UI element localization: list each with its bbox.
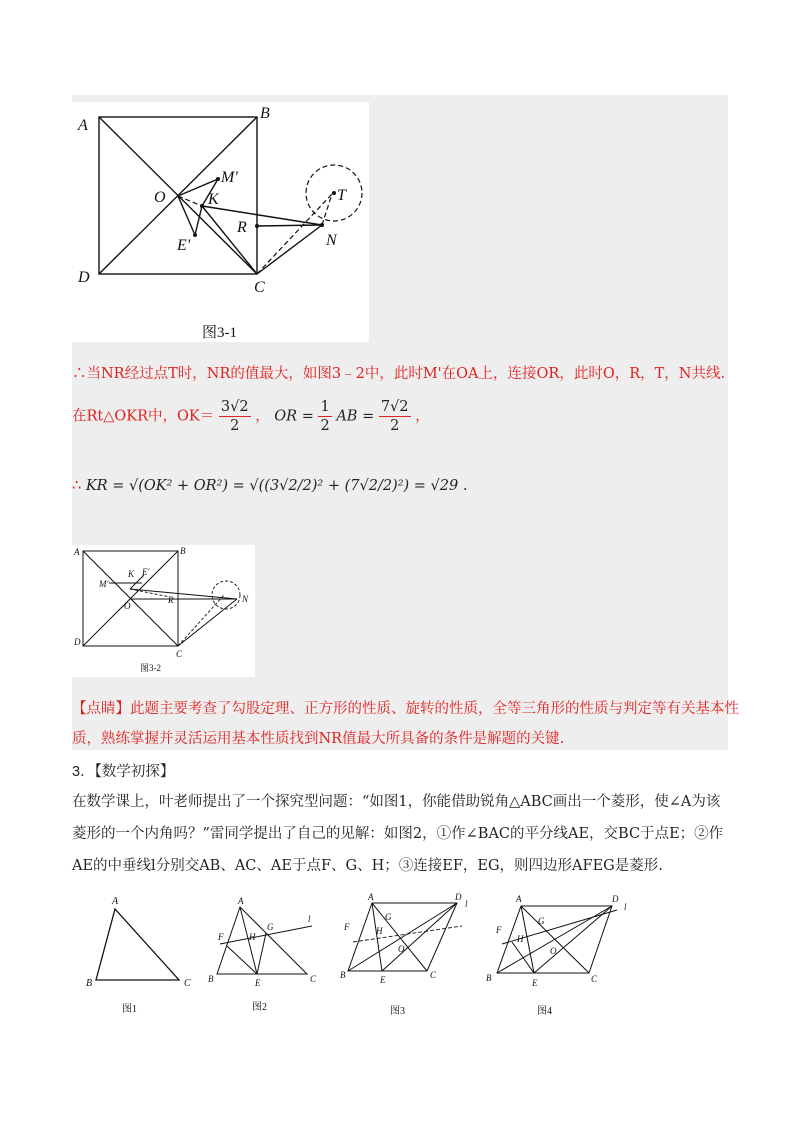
fig3-label-A: A <box>368 892 374 902</box>
fig1-label-C: C <box>184 978 191 989</box>
label-R: R <box>237 219 247 236</box>
figure-1 <box>86 896 191 1015</box>
half-denominator: 2 <box>320 418 330 434</box>
fig2-label-F: F <box>218 932 224 942</box>
figure-3-2-caption: 图3-2 <box>140 663 161 673</box>
label-M: M' <box>221 169 238 186</box>
comment-line-2: 质，熟练掌握并灵活运用基本性质找到NR值最大所具备的条件是解题的关键. <box>72 731 565 747</box>
figure-3-2-drawing <box>72 545 255 677</box>
fig2-label-B: B <box>208 974 214 984</box>
problem-3-para-3: AE的中垂线l分别交AB、AC、AE于点F、G、H；③连接EF，EG，则四边形AFEG是菱形. <box>72 858 663 874</box>
fig4-label-G: G <box>538 916 545 926</box>
fig3-label-l: l <box>465 899 468 909</box>
fig1-label-B: B <box>86 978 93 989</box>
label-K: K <box>208 191 219 208</box>
label-T: T <box>337 187 346 204</box>
rt-okr-prefix: 在Rt△OKR中，OK＝ <box>72 408 215 425</box>
kr-period: . <box>462 478 468 494</box>
comment-line-1: 【点睛】此题主要考查了勾股定理、正方形的性质、旋转的性质，全等三角形的性质与判定等有关基本性 <box>72 701 739 717</box>
fig3-label-D: D <box>455 892 462 902</box>
fig2-label-G: G <box>267 922 274 932</box>
or-text: OR = <box>274 408 319 425</box>
label-O: O <box>154 189 166 206</box>
figure-3-1-caption: 图3-1 <box>202 325 237 341</box>
ok-fraction <box>219 398 251 435</box>
comma-1: ， <box>255 408 270 425</box>
figure-3 <box>340 892 468 1017</box>
label-A: A <box>74 547 80 557</box>
problem-3-heading: 3．【数学初探】 <box>72 764 175 780</box>
fig3-label-O: O <box>398 944 405 954</box>
label-E: E' <box>177 237 191 254</box>
fig4-label-E: E <box>532 978 538 988</box>
fig4-label-B: B <box>486 973 492 983</box>
fig3-label-B: B <box>340 970 346 980</box>
fig3-label-C: C <box>430 970 437 980</box>
label-B: B <box>180 546 186 556</box>
solution-line-1: ∴当NR经过点T时，NR的值最大，如图3﹣2中，此时M'在OA上，连接OR，此时O，R，T，N共线. <box>72 366 726 382</box>
fig4-label-C: C <box>591 974 598 984</box>
figure-3-caption: 图3 <box>390 1006 405 1017</box>
label-D: D <box>74 637 81 647</box>
ok-numerator: 3√2 <box>220 399 249 415</box>
fig2-label-C: C <box>310 974 317 984</box>
figure-4-caption: 图4 <box>537 1006 552 1017</box>
fig4-label-A: A <box>516 894 522 904</box>
label-N: N <box>242 594 249 604</box>
fig3-label-H: H <box>376 926 383 936</box>
label-C: C <box>254 279 265 296</box>
fig2-label-l: l <box>308 914 311 924</box>
fig2-label-H: H <box>249 932 256 942</box>
label-M: M' <box>99 579 109 589</box>
ok-denominator: 2 <box>230 418 240 434</box>
kr-formula: KR = √(OK² + OR²) = √((3√2/2)² + (7√2/2)²) = √29 <box>85 478 459 494</box>
figure-3-1 <box>72 102 369 342</box>
figure-2 <box>208 896 317 1013</box>
figure-4 <box>486 894 627 1017</box>
fig4-label-D: D <box>612 894 619 904</box>
label-A: A <box>78 117 88 134</box>
figure-2-caption: 图2 <box>252 1002 267 1013</box>
or-denominator: 2 <box>390 418 400 434</box>
therefore-symbol: ∴ <box>72 478 82 494</box>
half-numerator: 1 <box>320 399 330 415</box>
half-fraction <box>318 398 331 435</box>
label-K: K <box>128 569 135 579</box>
label-B: B <box>260 105 270 122</box>
label-R: R <box>168 595 174 605</box>
or-numerator: 7√2 <box>380 399 409 415</box>
problem-3-para-2: 菱形的一个内角吗？”雷同学提出了自己的见解：如图2，①作∠BAC的平分线AE，交BC于点E；②作 <box>72 826 724 842</box>
problem-3-para-1: 在数学课上，叶老师提出了一个探究型问题：“如图1，你能借助锐角△ABC画出一个菱形，使∠A为该 <box>72 794 721 810</box>
fig2-label-E: E <box>255 978 261 988</box>
problem-3-figures <box>72 882 672 1032</box>
label-O: O <box>124 601 131 611</box>
label-C: C <box>176 649 183 659</box>
or-fraction <box>379 398 411 435</box>
comma-2: ， <box>415 408 430 425</box>
fig1-label-A: A <box>112 896 119 907</box>
label-N: N <box>326 232 337 249</box>
fig4-label-H: H <box>517 934 524 944</box>
fig4-label-F: F <box>496 925 502 935</box>
fig4-label-O: O <box>550 946 557 956</box>
solution-line-2 <box>72 398 430 435</box>
fig3-label-G: G <box>385 912 392 922</box>
fig2-label-A: A <box>238 896 244 906</box>
fig3-label-E: E <box>380 975 386 985</box>
label-E: E' <box>142 567 150 577</box>
solution-line-3 <box>72 478 467 494</box>
figure-3-2 <box>72 545 255 677</box>
figure-3-1-drawing <box>72 102 369 342</box>
ab-text: AB = <box>336 408 379 425</box>
figure-1-caption: 图1 <box>122 1004 137 1015</box>
label-D: D <box>78 269 90 286</box>
fig3-label-F: F <box>344 922 350 932</box>
fig4-label-l: l <box>624 902 627 912</box>
